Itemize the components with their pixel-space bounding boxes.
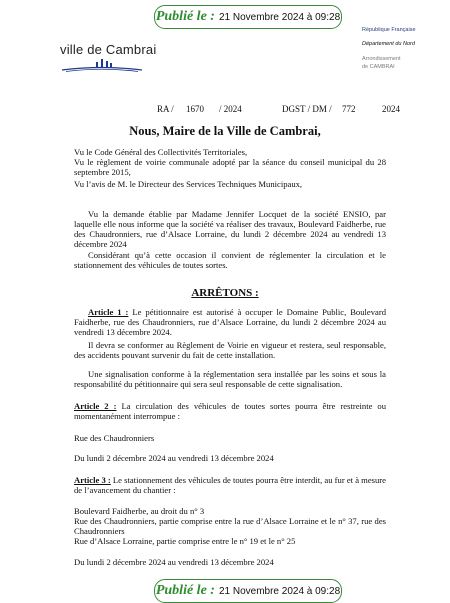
article-1 [74,307,386,337]
arrondissement-label-1: Arrondissement [362,56,401,62]
arrondissement-label-2: de CAMBRAI [362,64,395,70]
vu-reglement-voirie: Vu le règlement de voirie communale adopté par la séance du conseil municipal du 28 septembre 2015, [74,157,386,177]
republic-label: République Française [362,27,416,33]
published-date: 21 Novembre 2024 à 09:28 [218,11,341,23]
article-3-heading: Article 3 : [74,475,111,485]
ra-number: 1670 [186,104,204,114]
article-2-period: Du lundi 2 décembre 2024 au vendredi 13 décembre 2024 [74,453,274,463]
article-3 [74,475,386,495]
article-2-street: Rue des Chaudronniers [74,433,155,443]
article-3-period: Du lundi 2 décembre 2024 au vendredi 13 décembre 2024 [74,557,274,567]
arretons-heading [0,287,450,299]
article-2-text: La circulation des véhicules de toutes sortes pourra être restreinte ou momentanément interrompue : [74,401,387,421]
article-1-heading: Article 1 : [88,307,129,317]
vu-avis-directeur: Vu l’avis de M. le Directeur des Services Techniques Municipaux, [74,179,303,189]
demande-paragraph: Vu la demande établie par Madame Jennifer Locquet de la société ENSIO, par laquelle elle nous informe que la société va réaliser des travaux, Boulevard Faidherbe, rue des Chaudronniers, rue d’Alsace Lorraine, du lundi 2 décembre 2024 au vendredi 13 décembre 2024 [74,209,386,249]
administrative-meta [362,26,448,71]
logo-text: ville de Cambrai [60,42,157,57]
city-logo [60,42,160,74]
published-label-bottom: Publié le : [155,583,215,598]
article-2-heading: Article 2 : [74,401,117,411]
published-label: Publié le : [155,9,215,24]
dgst-prefix: DGST / DM / [282,104,332,114]
ra-prefix: RA / [157,104,174,114]
published-stamp-bottom [154,579,342,603]
published-stamp-top [154,5,342,29]
page-title: Nous, Maire de la Ville de Cambrai, [129,124,321,138]
article-2 [74,401,386,421]
article-3-location-1: Boulevard Faidherbe, au droit du n° 3 [74,506,205,516]
article-3-location-2: Rue des Chaudronniers, partie comprise entre la rue d’Alsace Lorraine et le n° 37, rue des Chaudronniers [74,516,386,536]
dgst-year: 2024 [382,104,400,114]
article-1-text: Le pétitionnaire est autorisé à occuper le Domaine Public, Boulevard Faidherbe, rue des Chaudronniers, rue d’Alsace Lorraine, du lundi 2 décembre 2024 au vendredi 13 décembre 2024. [74,307,386,337]
arretons-label: ARRÊTONS : [191,287,259,299]
vu-code-general: Vu le Code Général des Collectivités Territoriales, [74,147,248,157]
department-label: Département du Nord [362,41,415,47]
published-date-bottom: 21 Novembre 2024 à 09:28 [218,585,341,597]
considerant-paragraph: Considérant qu’à cette occasion il convient de réglementer la circulation et le stationnement des véhicules de toutes sortes. [74,250,386,270]
logo-skyline-icon [60,58,144,72]
article-1-responsibility: Il devra se conformer au Règlement de Voirie en vigueur et restera, seul responsable, des accidents pouvant survenir du fait de cette installation. [74,340,386,360]
article-3-location-3: Rue d’Alsace Lorraine, partie comprise entre le n° 19 et le n° 25 [74,536,296,546]
ra-year: / 2024 [219,104,242,114]
article-3-text: Le stationnement des véhicules de toutes pourra être interdit, au fur et à mesure de l’avancement du chantier : [74,475,386,495]
article-1-signalisation: Une signalisation conforme à la réglementation sera installée par les soins et sous la responsabilité du pétitionnaire qui sera seul responsable de cette signalisation. [74,369,386,389]
dgst-number: 772 [342,104,356,114]
